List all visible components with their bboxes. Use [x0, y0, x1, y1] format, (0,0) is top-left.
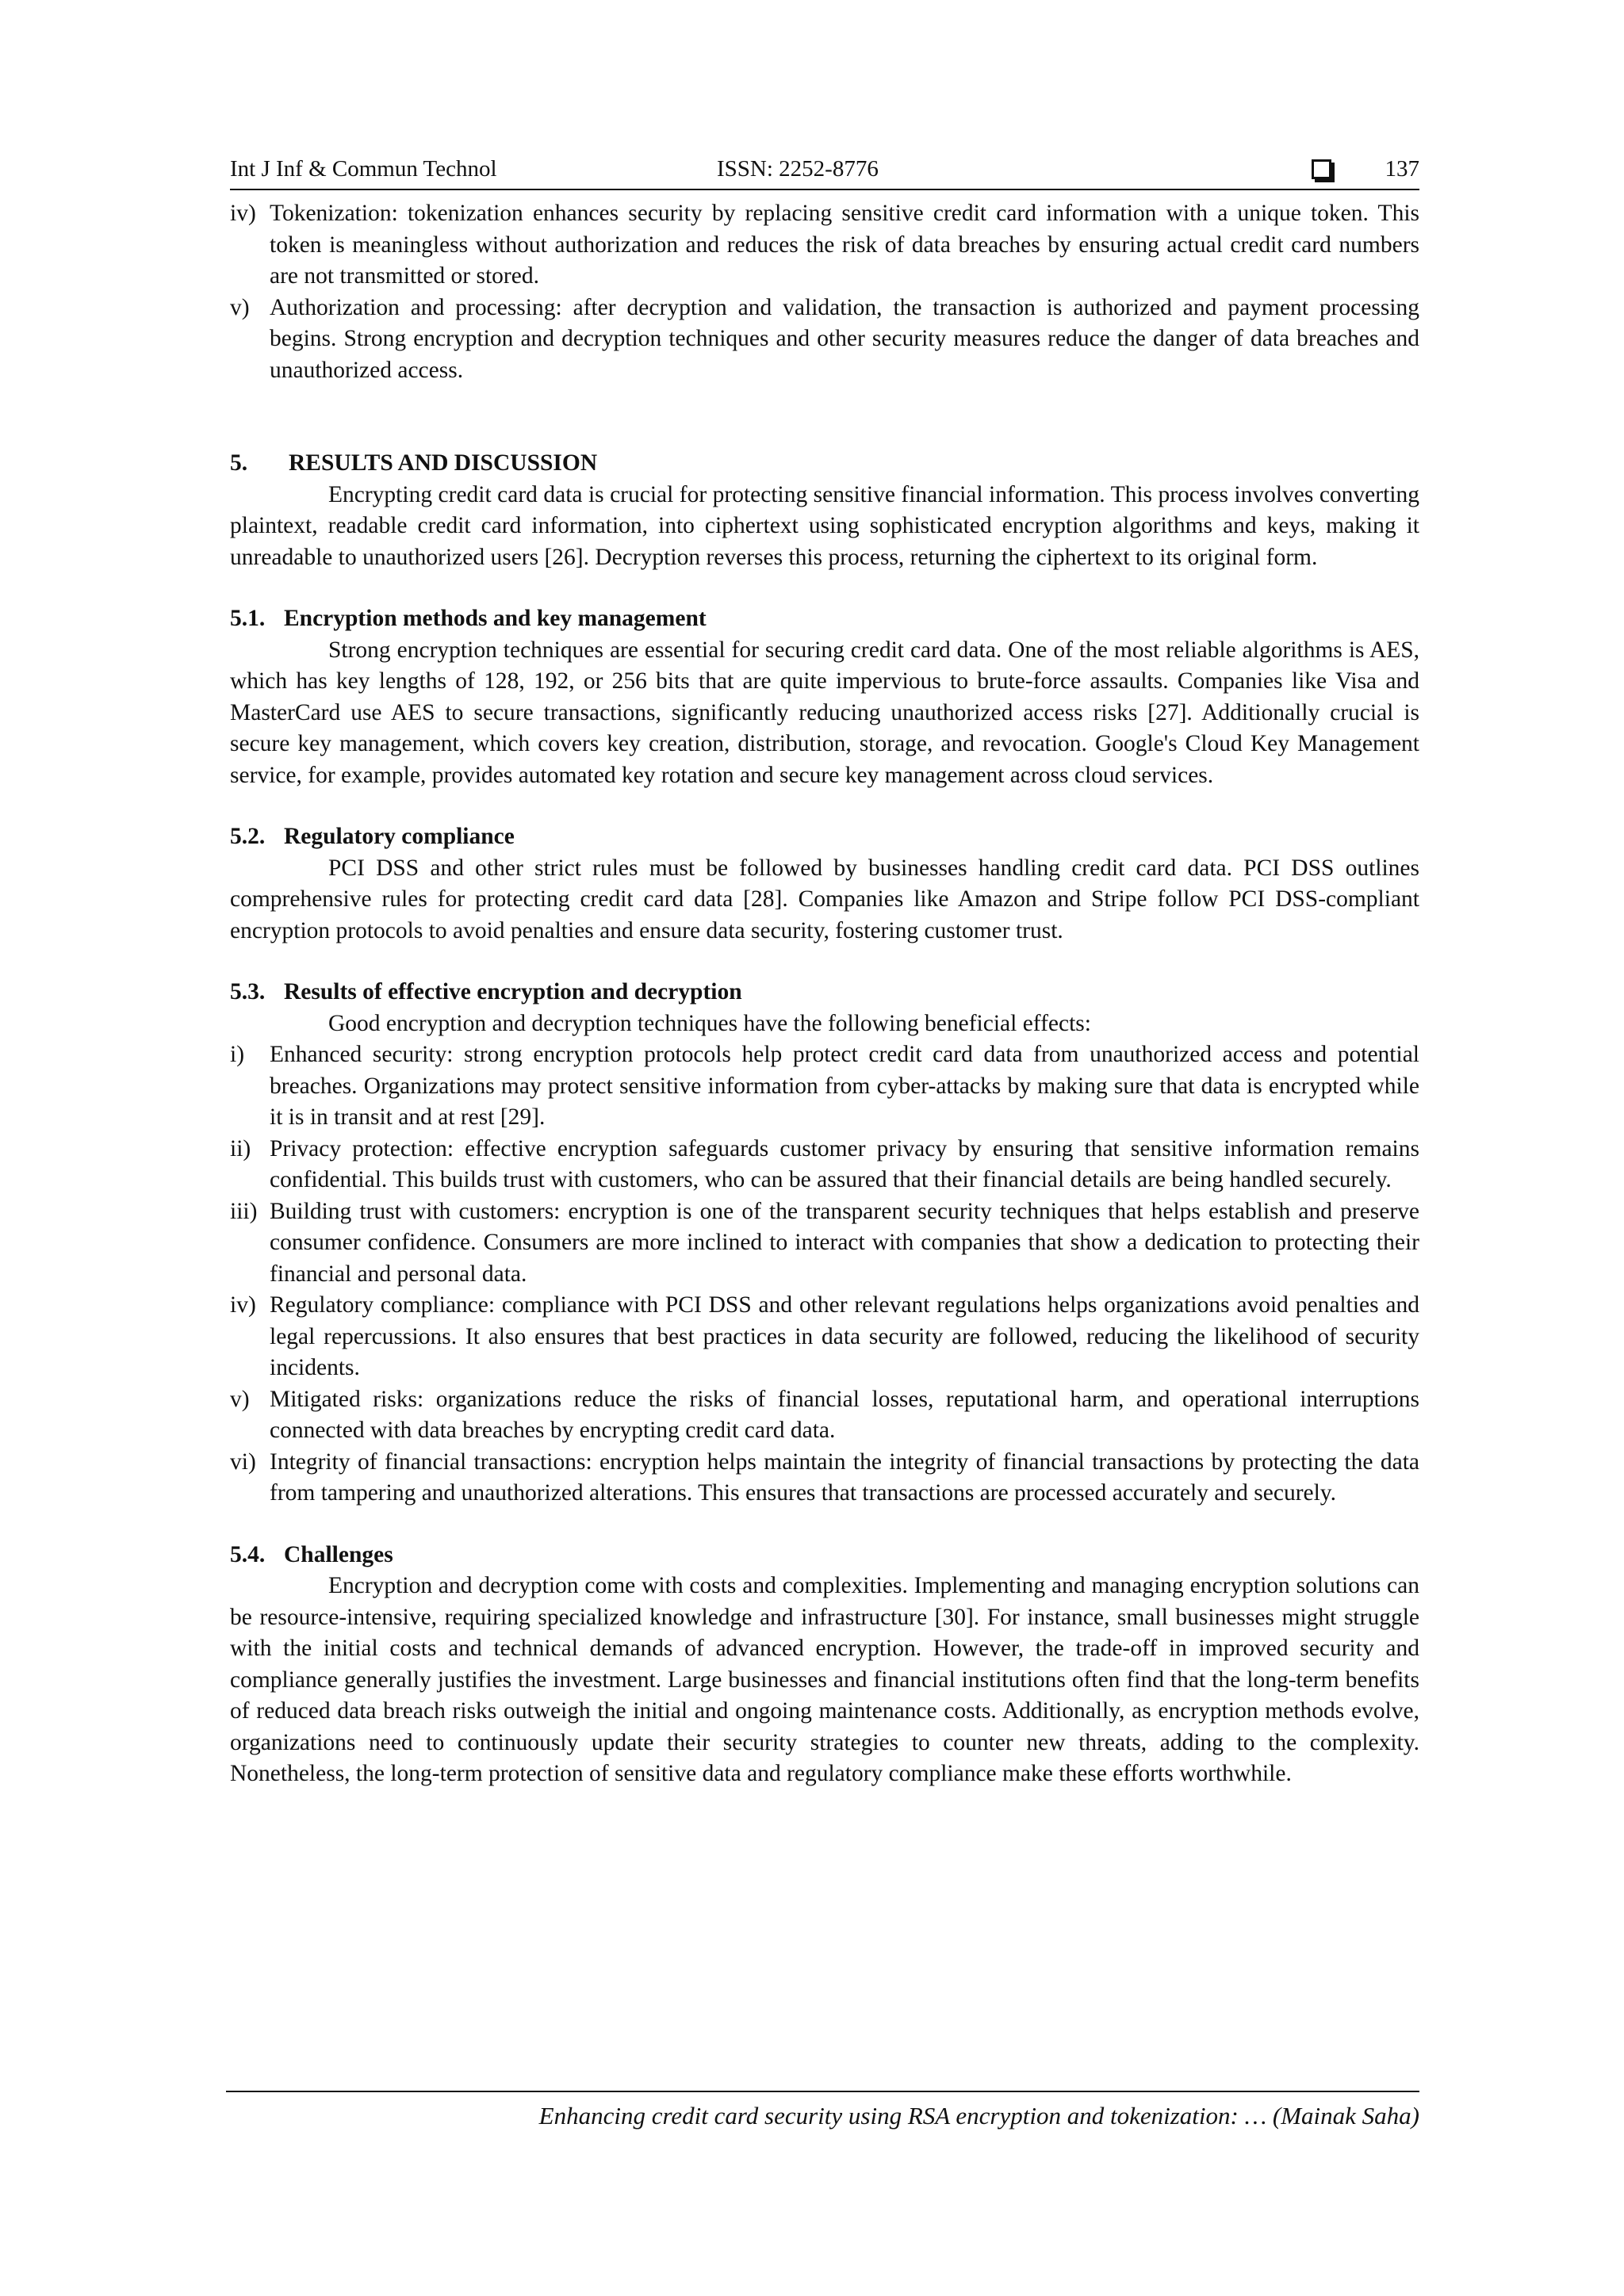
- section-heading: 5. RESULTS AND DISCUSSION: [230, 450, 598, 476]
- running-footer: [226, 2091, 1419, 2130]
- paragraph: PCI DSS and other strict rules must be followed by businesses handling credit card data. PCI DSS outlines comprehensive rules for protecting credit card data [28]. Companies like Amazon and Stripe follow PCI DSS-compliant encryption protocols to avoid penalties and ensure data security, fostering customer trust.: [230, 855, 1419, 943]
- page-number: 137: [1385, 156, 1419, 182]
- paragraph: Strong encryption techniques are essential for securing credit card data. One of the most reliable algorithms is AES, which has key lengths of 128, 192, or 256 bits that are quite impervious to brute-force assaults. Companies like Visa and MasterCard use AES to secure transactions, significantly reducing unauthorized access risks [27]. Additionally crucial is secure key management, which covers key creation, distribution, storage, and revocation. Google's Cloud Key Management service, for example, provides automated key rotation and secure key management across cloud services.: [230, 637, 1419, 788]
- section-5: [230, 448, 1419, 573]
- section-5-1: [230, 603, 1419, 791]
- top-list: [230, 198, 1419, 386]
- subsection-heading: 5.2. Regulatory compliance: [230, 824, 515, 849]
- checkbox-glyph-icon: [1312, 159, 1331, 179]
- section-5-4: [230, 1540, 1419, 1790]
- paragraph: Encrypting credit card data is crucial for protecting sensitive financial information. This process involves converting plaintext, readable credit card information, into ciphertext using sophisticated encryption algorithms and keys, making it unreadable to unauthorized users [26]. Decryption reverses this process, returning the ciphertext to its original form.: [230, 481, 1419, 570]
- subsection-heading: 5.3. Results of effective encryption and decryption: [230, 979, 742, 1004]
- page-content: [230, 151, 1419, 1790]
- results-list: [230, 1039, 1419, 1510]
- running-header: [230, 151, 1419, 187]
- subsection-heading: 5.1. Encryption methods and key management: [230, 606, 707, 631]
- list-item: iii) Building trust with customers: encryption is one of the transparent security techniques that helps establish and preserve consumer confidence. Consumers are more inclined to interact with companies that show a dedication to protecting their financial and personal data.: [230, 1198, 1419, 1287]
- list-item: vi) Integrity of financial transactions: encryption helps maintain the integrity of financial transactions by protecting the data from tampering and unauthorized alterations. This ensures that transactions are processed accurately and securely.: [230, 1448, 1419, 1506]
- journal-name: Int J Inf & Commun Technol: [230, 156, 497, 182]
- list-item: v) Authorization and processing: after decryption and validation, the transaction is authorized and payment processing begins. Strong encryption and decryption techniques and other security measures reduce the danger of data breaches and unauthorized access.: [230, 294, 1419, 383]
- list-item: ii) Privacy protection: effective encryption safeguards customer privacy by ensuring that sensitive information remains confidential. This builds trust with customers, who can be assured that their financial details are being handled securely.: [230, 1135, 1419, 1192]
- list-item: v) Mitigated risks: organizations reduce the risks of financial losses, reputational harm, and operational interruptions connected with data breaches by encrypting credit card data.: [230, 1386, 1419, 1443]
- subsection-heading: 5.4. Challenges: [230, 1541, 393, 1567]
- header-rule: [230, 189, 1419, 190]
- footer-rule: [226, 2091, 1419, 2092]
- list-item: iv) Regulatory compliance: compliance with PCI DSS and other relevant regulations helps organizations avoid penalties and legal repercussions. It also ensures that best practices in data security are followed, reducing the likelihood of security incidents.: [230, 1292, 1419, 1380]
- section-5-3: [230, 977, 1419, 1510]
- article-body: [230, 198, 1419, 1790]
- paragraph: Encryption and decryption come with costs and complexities. Implementing and managing encryption solutions can be resource-intensive, requiring specialized knowledge and infrastructure [30]. For instance, small businesses might struggle with the initial costs and technical demands of advanced encryption. However, the trade-off in improved security and compliance generally justifies the investment. Large businesses and financial institutions often find that the long-term benefits of reduced data breach risks outweigh the initial and ongoing maintenance costs. Additionally, as encryption methods evolve, organizations need to continuously update their security strategies to counter new threats, adding to the complexity. Nonetheless, the long-term protection of sensitive data and regulatory compliance make these efforts worthwhile.: [230, 1573, 1419, 1786]
- footer-text: Enhancing credit card security using RSA encryption and tokenization: … (Mainak Saha): [538, 2102, 1419, 2130]
- list-item: i) Enhanced security: strong encryption protocols help protect credit card data from unauthorized access and potential breaches. Organizations may protect sensitive information from cyber-attacks by making sure that data is encrypted while it is in transit and at rest [29].: [230, 1042, 1419, 1130]
- paragraph: Good encryption and decryption techniques have the following beneficial effects:: [328, 1010, 1091, 1036]
- section-5-2: [230, 821, 1419, 947]
- issn: ISSN: 2252-8776: [717, 156, 879, 182]
- list-item: iv) Tokenization: tokenization enhances security by replacing sensitive credit card information with a unique token. This token is meaningless without authorization and reduces the risk of data breaches by ensuring actual credit card numbers are not transmitted or stored.: [230, 201, 1419, 289]
